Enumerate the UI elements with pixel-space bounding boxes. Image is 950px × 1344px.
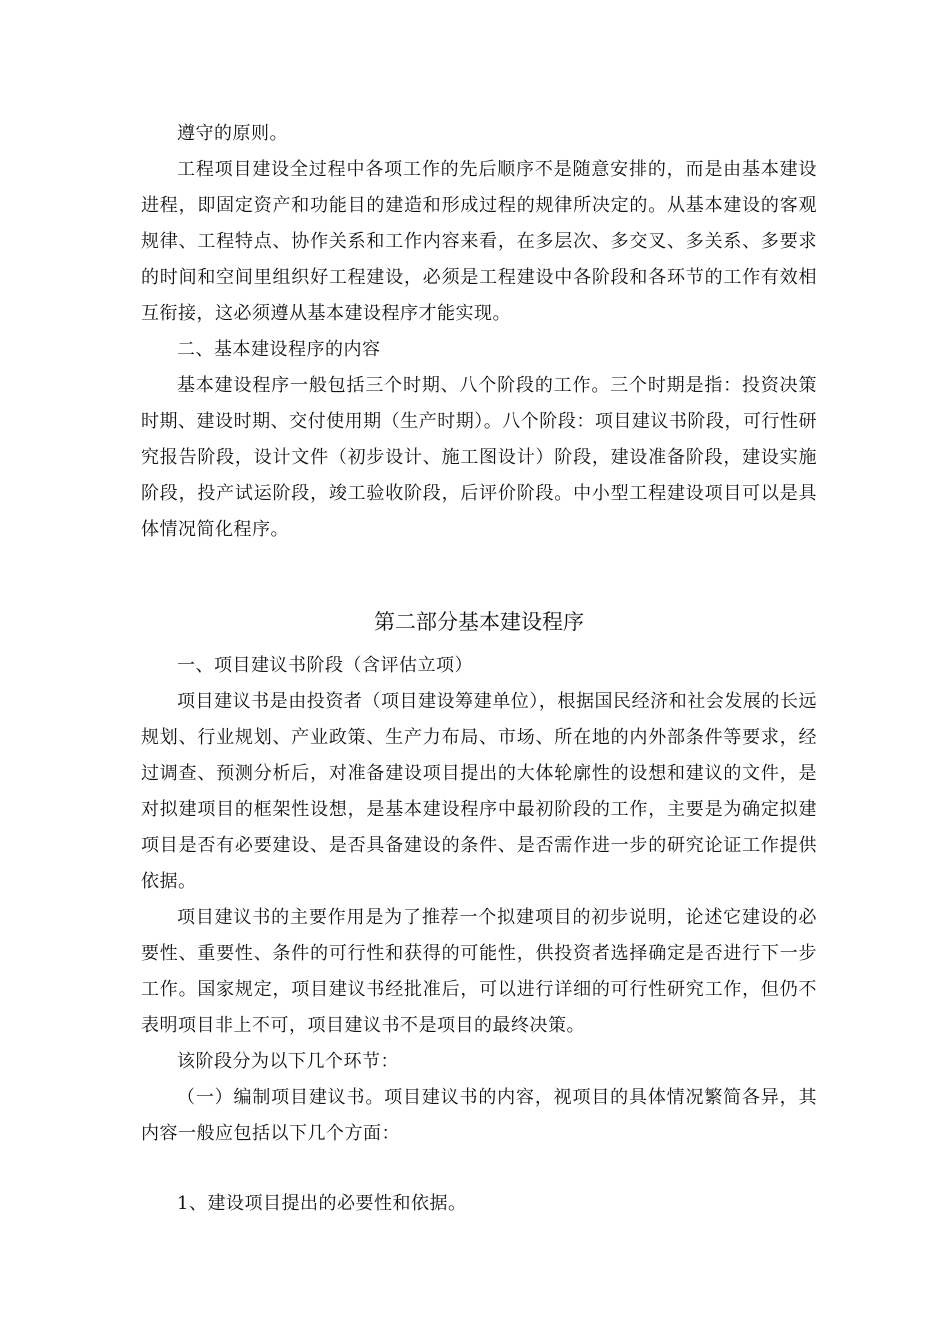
list-item-1 [141, 1186, 817, 1222]
part-two-title: 第二部分基本建设程序 [374, 610, 584, 634]
paragraph-principles-end: 遵守的原则。 [177, 123, 288, 144]
paragraph-procedure-content: 基本建设程序一般包括三个时期、八个阶段的工作。三个时期是指：投资决策时期、建设时期、交付使用期（生产时期）。八个阶段：项目建议书阶段，可行性研究报告阶段，设计文件（初步设计、施工图设计）阶段，建设准备阶段，建设实施阶段，投产试运阶段，竣工验收阶段，后评价阶段。中小型工程建设项目可以是具体情况简化程序。 [141, 375, 817, 540]
paragraph-proposal-role: 项目建议书的主要作用是为了推荐一个拟建项目的初步说明，论述它建设的必要性、重要性、条件的可行性和获得的可能性，供投资者选择确定是否进行下一步工作。国家规定，项目建议书经批准后，可以进行详细的可行性研究工作，但仍不表明项目非上不可，项目建议书不是项目的最终决策。 [141, 907, 817, 1036]
list-item-text: 1、建设项目提出的必要性和依据。 [177, 1193, 467, 1214]
paragraph-compile-proposal: （一）编制项目建议书。项目建议书的内容，视项目的具体情况繁简各异，其内容一般应包括以下几个方面： [141, 1087, 817, 1144]
section-2-body [141, 648, 817, 1152]
paragraph-stage-steps: 该阶段分为以下几个环节： [177, 1051, 399, 1072]
subheading-procedure-content: 二、基本建设程序的内容 [177, 339, 381, 360]
paragraph-construction-order: 工程项目建设全过程中各项工作的先后顺序不是随意安排的，而是由基本建设进程，即固定资产和功能目的建造和形成过程的规律所决定的。从基本建设的客观规律、工程特点、协作关系和工作内容来看，在多层次、多交叉、多关系、多要求的时间和空间里组织好工程建设，必须是工程建设中各阶段和各环节的工作有效相互衔接，这必须遵从基本建设程序才能实现。 [141, 159, 817, 324]
section-1-body [141, 116, 817, 548]
paragraph-proposal-definition: 项目建议书是由投资者（项目建设筹建单位），根据国民经济和社会发展的长远规划、行业规划、产业政策、生产力布局、市场、所在地的内外部条件等要求，经过调查、预测分析后，对准备建设项目提出的大体轮廓性的设想和建议的文件，是对拟建项目的框架性设想，是基本建设程序中最初阶段的工作，主要是为确定拟建项目是否有必要建设、是否具备建设的条件、是否需作进一步的研究论证工作提供依据。 [141, 691, 817, 892]
subheading-proposal-stage: 一、项目建议书阶段（含评估立项） [177, 655, 473, 676]
